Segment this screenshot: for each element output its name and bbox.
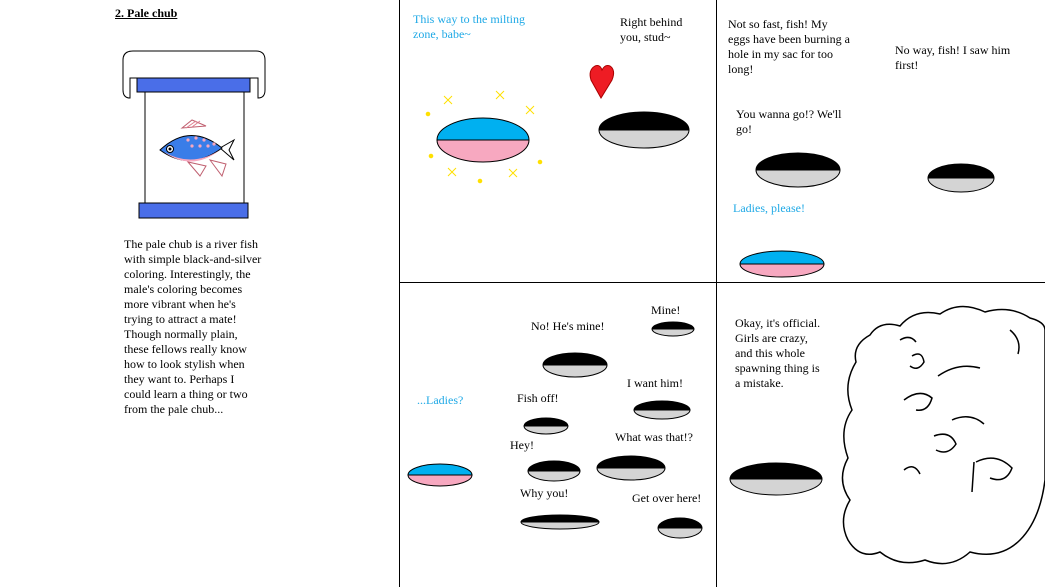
species-description: The pale chub is a river fish with simple black-and-silver coloring. Interestingly, the male's coloring becomes more vibrant when he's trying to attract a mate! Though normally plain, these fellows really know how to look stylish when they want to. Perhaps I could learn a thing or two from the pale chub...: [124, 237, 262, 416]
panel2-male-fish: [740, 251, 824, 277]
panel4-male-fish: [730, 463, 822, 495]
panel3-dialogue-mine: Mine!: [651, 303, 681, 317]
panel3-male-dialogue: ...Ladies?: [417, 393, 464, 407]
panel3-dialogue-no-hes-mine: No! He's mine!: [531, 319, 605, 333]
panel3-dialogue-what-was-that: What was that!?: [615, 430, 693, 444]
panel1-male-dialogue: Right behind you, stud~: [620, 15, 683, 44]
panel3-male-fish: [408, 464, 472, 486]
panel1-female-fish: [599, 112, 689, 148]
panel3-dialogue-why-you: Why you!: [520, 486, 569, 500]
fish-tank-illustration: [123, 51, 265, 218]
panel3-dialogue-i-want-him: I want him!: [627, 376, 683, 390]
panel2-female2-dialogue: No way, fish! I saw him first!: [895, 43, 1011, 72]
panel2-male-dialogue: Ladies, please!: [733, 201, 805, 215]
dust-cloud-fight: [842, 306, 1045, 563]
panel2-female-fish-2: [928, 164, 994, 192]
panel4-conclusion-dialogue: Okay, it's official. Girls are crazy, and this whole spawning thing is a mistake.: [735, 316, 821, 390]
panel1-male-fish: [437, 118, 529, 162]
panel3-dialogue-hey: Hey!: [510, 438, 534, 452]
page-title: 2. Pale chub: [115, 6, 178, 20]
panel2-female1-dialogue: Not so fast, fish! My eggs have been burning a hole in my sac for too long!: [728, 17, 850, 76]
panel2-female-fish-1: [756, 153, 840, 187]
panel2-challenge-dialogue: You wanna go!? We'll go!: [736, 107, 842, 136]
heart-icon: [590, 66, 614, 99]
panel3-dialogue-get-over-here: Get over here!: [632, 491, 702, 505]
panel3-dialogue-fish-off: Fish off!: [517, 391, 559, 405]
panel1-female-dialogue: This way to the milting zone, babe~: [413, 12, 525, 41]
